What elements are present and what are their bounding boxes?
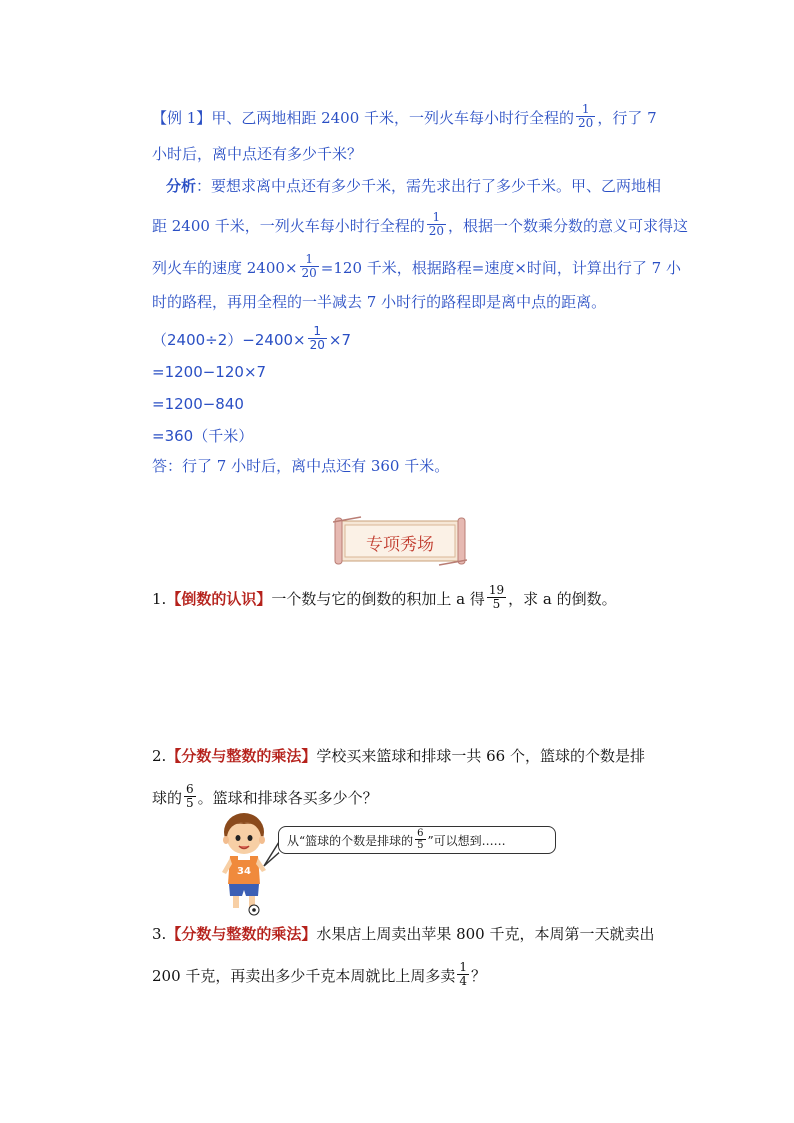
analysis-line-1 [166,176,661,196]
question-2-line-1 [152,746,645,766]
question-2-line-2 [152,784,378,811]
analysis-text: 距 2400 千米，一列火车每小时行全程的 [152,216,425,235]
question-1 [152,585,617,612]
fraction: $\frac{1}{4}$ [459,960,468,988]
analysis-text: ：要想求离中点还有多少千米，需先求出行了多少千米。甲、乙两地相 [196,177,662,195]
shirt-number: 34 [237,866,251,877]
solution-step-3: =1200−840 [152,395,244,413]
fraction: $\frac{1}{20}$ [428,210,444,238]
question-text: 学校买来篮球和排球一共 66 个，篮球的个数是排 [316,747,645,765]
analysis-text: 列火车的速度 2400× [152,258,298,277]
question-number: 3. [152,925,167,943]
question-tag: 【分数与整数的乘法】 [166,747,317,765]
example-line-2: 小时后，离中点还有多少千米？ [152,145,363,163]
question-3-line-1 [152,924,655,944]
fraction: $\frac{19}{5}$ [488,583,505,611]
solution-step-4: =360（千米） [152,427,254,445]
question-tag: 【倒数的认识】 [166,589,272,608]
question-number: 2. [152,747,167,765]
solution-step-1 [152,326,351,353]
solution-text: （2400÷2）−2400× [152,330,306,349]
question-text: 球的 [152,788,183,807]
banner-title: 专项秀场 [366,535,434,555]
hint-bubble [278,826,556,854]
fraction: $\frac{6}{5}$ [417,827,424,851]
fraction: $\frac{6}{5}$ [186,782,194,810]
analysis-line-3 [152,254,681,281]
solution-step-2: =1200−120×7 [152,363,267,381]
answer: 答：行了 7 小时后，离中点还有 360 千米。 [152,457,450,475]
example-text: 甲、乙两地相距 2400 千米，一列火车每小时行全程的 [211,108,575,127]
analysis-text: ，根据一个数乘分数的意义可求得这 [448,216,689,235]
example-tag: 【例 1】 [152,108,212,127]
question-text: 水果店上周卖出苹果 800 千克，本周第一天就卖出 [316,925,655,943]
question-tag: 【分数与整数的乘法】 [166,925,317,943]
fraction: $\frac{1}{20}$ [301,252,317,280]
section-banner [333,516,467,566]
analysis-label: 分析 [166,177,197,195]
question-text: ，求 a 的倒数。 [508,589,617,608]
question-text: 200 千克，再卖出多少千克本周就比上周多卖 [152,966,456,985]
analysis-line-2 [152,212,688,239]
analysis-line-4: 时的路程，再用全程的一半减去 7 小时行的路程即是离中点的距离。 [152,293,607,311]
question-text: 一个数与它的倒数的积加上 a 得 [271,589,485,608]
question-number: 1. [152,589,167,608]
fraction: $\frac{1}{20}$ [578,102,594,130]
hint-text: 从“篮球的个数是排球的 [287,833,414,848]
example-line-1 [152,104,657,131]
fraction: $\frac{1}{20}$ [309,324,325,352]
question-text: 。篮球和排球各买多少个？ [197,788,378,807]
question-text: ？ [471,966,487,985]
example-text: ，行了 7 [597,108,657,127]
analysis-text: =120 千米，根据路程=速度×时间，计算出行了 7 小 [320,258,681,277]
question-3-line-2 [152,962,486,989]
hint-text: ”可以想到…… [427,833,506,848]
solution-text: ×7 [328,330,352,349]
